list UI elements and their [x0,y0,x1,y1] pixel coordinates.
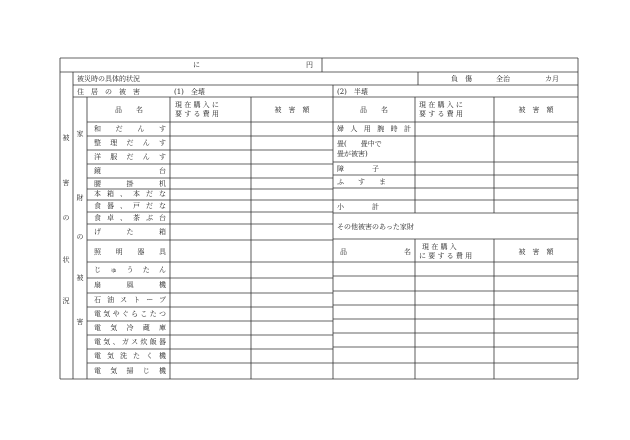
top-row-ni: に [193,61,200,69]
recovery-label: 全治 [496,75,510,83]
left-item-12: 扇風機 [94,281,166,289]
side-label-3: の [62,214,70,222]
left-cost-header-2: 要 す る 費 用 [175,110,219,118]
other-cost-header-1: 現 在 購 入 [422,243,457,251]
left-item-10: 照明器具 [94,248,166,256]
left-item-2: 整理だんす [94,139,166,147]
left-item-16: 電気、ガス炊飯器 [94,338,166,346]
right-cost-header-2: 要 す る 費 用 [419,110,463,118]
other-item-header-right: 名 [404,248,411,256]
housing-half: (2) 半壊 [337,88,368,96]
left-item-11: じゅうたん [94,266,166,274]
left-item-15: 電気冷蔵庫 [94,324,166,332]
left-cost-header-1: 現 在 購 入 に [175,101,219,109]
left-item-5: 腰掛机 [94,180,166,188]
left-item-header: 品 名 [115,106,143,114]
side-label-1: 被 [62,134,70,142]
left-item-17: 電気洗たく機 [94,352,166,360]
right-item-tatami-1: 畳( 畳中で [337,140,382,148]
right-damage-header: 被 害 額 [518,106,554,114]
top-row-yen: 円 [306,61,313,69]
other-section-title: その他被害のあった家財 [337,223,414,231]
right-subtotal: 小 計 [337,203,379,211]
months-label: カ月 [545,75,559,83]
other-damage-header: 被 害 額 [518,248,554,256]
left-item-18: 電気掃じ機 [94,367,166,375]
left-item-4: 鏡台 [94,167,166,175]
housing-label: 住 居 の 被 害 [77,88,140,96]
right-item-tatami-2: 畳が被害) [337,150,368,158]
left-item-8: 食卓、茶ぶ台 [94,214,166,222]
left-item-3: 洋服だんす [94,153,166,161]
side-label-4: 状 [62,256,70,264]
right-item-fusuma: ふ す ま [337,178,386,186]
category-label-3: の [76,233,84,241]
left-item-9: げた箱 [94,228,166,236]
left-item-1: 和だんす [94,125,166,133]
category-label-4: 被 [76,274,84,282]
left-item-7: 食器、戸だな [94,202,166,210]
injury-label: 負 傷 [451,75,472,83]
side-label-2: 害 [62,179,70,187]
category-label-1: 家 [76,130,84,138]
situation-label: 被災時の具体的状況 [77,75,140,83]
right-item-header: 品 名 [360,106,388,114]
left-damage-header: 被 害 額 [274,106,310,114]
left-item-13: 石油ストーブ [94,296,166,304]
category-label-5: 害 [76,318,84,326]
other-cost-header-2: に 要 す る 費 用 [419,252,473,260]
category-label-2: 財 [76,194,84,202]
right-item-watch: 婦人用腕時計 [337,125,411,133]
left-item-14: 電気やぐらこたつ [94,310,166,318]
housing-full: (1) 全壊 [174,88,205,96]
other-item-header-left: 品 [340,248,347,256]
side-label-5: 況 [62,297,70,305]
left-item-6: 本箱、本だな [94,190,166,198]
right-item-shoji: 障 子 [337,165,379,173]
right-cost-header-1: 現 在 購 入 に [419,101,463,109]
